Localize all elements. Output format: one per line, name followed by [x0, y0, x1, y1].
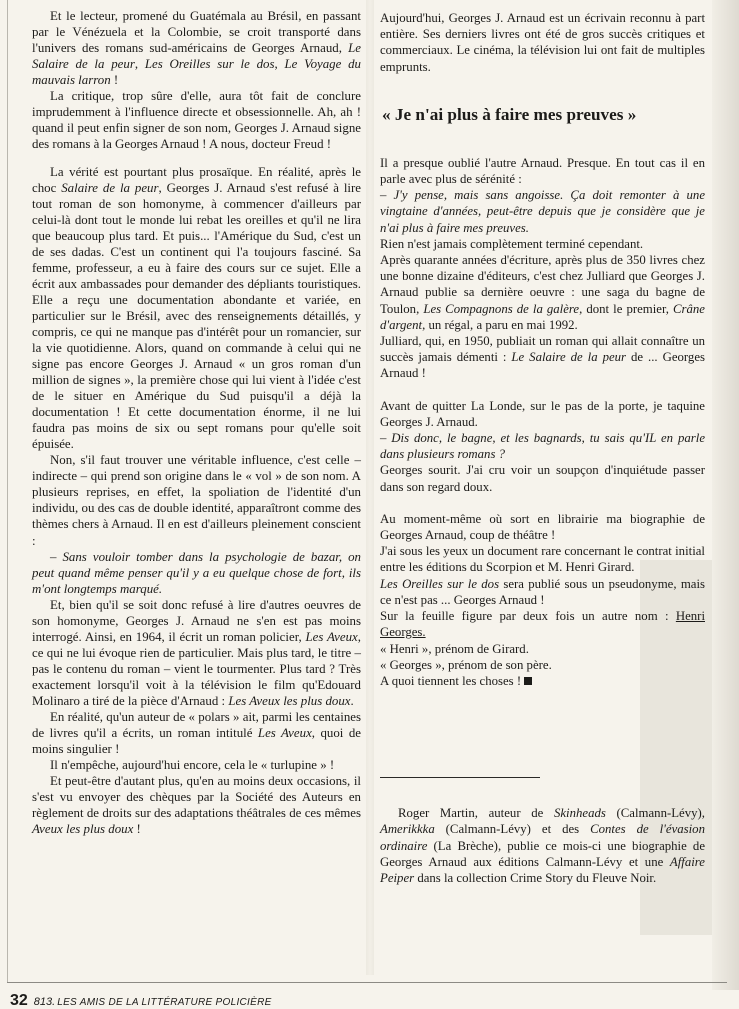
paragraph	[380, 673, 705, 689]
book-title: Les Oreilles sur le dos	[380, 576, 500, 591]
paragraph: J'ai sous les yeux un document rare concernant le contrat initial entre les éditions du Scorpion et M. Henri Girard.	[380, 544, 705, 575]
paragraph: Aujourd'hui, Georges J. Arnaud est un écrivain reconnu à part entière. Ses derniers livres ont été de gros succès critiques et commerciaux. Le cinéma, la télévision lui ont fait de multiples emprunts.	[380, 11, 705, 74]
paragraph: « Henri », prénom de Girard.	[380, 641, 529, 656]
paragraph	[32, 8, 361, 88]
text: Et peut-être d'autant plus, qu'en au moins deux occasions, il s'est vu envoyer des chèques par la Société des Auteurs en règlement de droits sur des adaptations théâtrales de ces mêmes	[32, 773, 361, 820]
quote-text: – Dis donc, le bagne, et les bagnards, tu sais qu'IL en parle dans plusieurs romans ?	[380, 431, 705, 462]
quote	[380, 430, 705, 462]
book-title: Le Voyage du mauvais larron	[32, 57, 361, 88]
quote	[32, 549, 361, 597]
journal-name: LES AMIS DE LA LITTÉRATURE POLICIÈRE	[57, 997, 272, 1008]
text: Et, bien qu'il se soit donc refusé à lire d'autres oeuvres de son homonyme, Georges J. Arnaud ne s'en est pas moins interrogé. Ainsi, en 1964, il écrit un roman policier,	[32, 597, 361, 644]
left-column	[32, 8, 361, 837]
paragraph	[32, 773, 361, 837]
page-number: 32	[10, 992, 28, 1009]
text: Après quarante années d'écriture, après plus de 350 livres chez une bonne dizaine d'éditeurs, c'est chez Julliard que Georges J. Arnaud publie sa dernière oeuvre : une saga du bagne de Toulon,	[380, 253, 705, 316]
separator-rule	[380, 777, 540, 778]
page-edge	[712, 0, 739, 990]
paragraph	[32, 597, 361, 709]
paragraph: Rien n'est jamais complètement terminé cependant.	[380, 236, 644, 251]
end-of-article-icon	[524, 677, 532, 685]
paragraph: Il a presque oublié l'autre Arnaud. Presque. En tout cas il en parle avec plus de sérénité :	[380, 155, 705, 187]
paragraph	[380, 252, 705, 333]
book-title: Crâne d'argent	[380, 301, 705, 332]
text: , Georges J. Arnaud s'est refusé à lire tout roman de son homonyme, à commencer d'ailleurs par celui-là dont tout le monde lui rebat les oreilles et qu'il ne lira que beaucoup plus tard. Et puis... l'Amérique du Sud, c'est un de ses dadas. C'est un continent qui l'a toujours fasciné. Sa femme, professeur, a eu à faire des cours sur ce sujet. Elle a écrit aux ambassades pour demander des dépliants touristiques. Elle a reçu une documentation abondante et variée, en particulier sur le Brésil, avec des renseignements détaillés, y compris, ce qui ne manque pas d'intérêt pour un romancier, sur la vie quotidienne. Alors, quand on commande à celui qui ne signe pas encore Georges J. Arnaud « un gros roman d'un million de signes », la première chose qui lui vient à l'idée c'est de le situer en Amérique du Sud puisqu'il a déjà la documentation ! Et cette documentation énorme, il ne lui faudra pas moins de six ou sept romans pour qu'elle soit épuisée.	[32, 181, 361, 452]
author-bio	[380, 805, 705, 886]
text: , dont le premier,	[579, 301, 673, 316]
text: Julliard, qui, en 1950, publiait un roman qui allait connaître un succès jamais démenti :	[380, 334, 705, 365]
paragraph: Avant de quitter La Londe, sur le pas de la porte, je taquine Georges J. Arnaud.	[380, 398, 705, 429]
book-title: Affaire Peiper	[380, 854, 705, 885]
text: (La Brèche), publie ce mois-ci une biographie de Georges Arnaud aux éditions Calmann-Lévy et une	[380, 838, 705, 869]
page-frame-bottom	[7, 982, 727, 983]
section-heading: « Je n'ai plus à faire mes preuves »	[382, 104, 637, 124]
paragraph	[380, 333, 705, 382]
underlined-name: Henri Georges.	[380, 609, 705, 640]
book-title: Le Salaire de la peur	[32, 41, 361, 72]
text: , un régal, a paru en mai 1992.	[422, 317, 578, 332]
book-title: Les Oreilles sur le dos	[144, 57, 275, 72]
book-title: Les Aveux les plus doux	[228, 693, 351, 708]
text: ,	[274, 57, 285, 72]
text: !	[133, 821, 141, 836]
text: En réalité, qu'un auteur de « polars » ait, parmi les centaines de livres qu'il a écrits, un roman intitulé	[32, 709, 361, 740]
text: sera publié sous un pseudonyme, mais ce n'est pas ... Georges Arnaud !	[380, 576, 705, 607]
page-frame-left	[7, 0, 8, 983]
text: ,	[134, 57, 145, 72]
text: .	[350, 693, 354, 708]
text: , quoi de moins singulier !	[32, 725, 361, 756]
text: (Calmann-Lévy) et des	[434, 822, 591, 837]
paragraph: Georges sourit. J'ai cru voir un soupçon d'inquiétude passer dans son regard doux.	[380, 463, 705, 494]
paragraph: La critique, trop sûre d'elle, aura tôt fait de conclure imprudemment à l'influence directe et obsessionnelle. Ah, ah ! quand il peut enfin signer de son nom, Georges J. Arnaud signe des romans à la Georges Arnaud ! A nous, docteur Freud !	[32, 89, 361, 152]
issue-number: 813.	[33, 996, 56, 1008]
text: dans la collection Crime Story du Fleuve Noir.	[414, 870, 657, 885]
text: A quoi tiennent les choses !	[380, 673, 522, 688]
book-title: Aveux les plus doux	[32, 821, 134, 836]
paragraph: « Georges », prénom de son père.	[380, 657, 552, 672]
page-footer	[10, 992, 272, 1009]
quote	[380, 187, 705, 236]
book-title: Les Aveux	[305, 629, 358, 644]
right-column	[380, 10, 705, 886]
text: de ... Georges Arnaud !	[380, 350, 705, 381]
text: Et le lecteur, promené du Guatémala au Brésil, en passant par le Vénézuela et la Colombie, se croit transporté dans l'univers des romans sud-américains de Georges Arnaud,	[32, 9, 361, 56]
paragraph: Il n'empêche, aujourd'hui encore, cela le « turlupine » !	[50, 757, 335, 772]
paragraph	[380, 608, 705, 640]
book-title: Amerikkka	[380, 822, 435, 837]
book-title: Contes de l'évasion ordinaire	[380, 822, 705, 853]
book-title: Les Compagnons de la galère	[423, 301, 580, 316]
text: Roger Martin, auteur de	[398, 806, 554, 821]
paragraph: Au moment-même où sort en librairie ma biographie de Georges Arnaud, coup de théâtre !	[380, 511, 705, 543]
paragraph: Non, s'il faut trouver une véritable influence, c'est celle – indirecte – qui prend son origine dans le « vol » de son nom. A plusieurs reprises, en effet, la spoliation de l'identité d'un individu, ou des cas de double identité, apparaîtront comme des thèmes chers à Arnaud. Il en est d'ailleurs pleinement conscient :	[32, 453, 361, 548]
text: Sur la feuille figure par deux fois un autre nom :	[380, 609, 676, 624]
paragraph	[32, 709, 361, 757]
quote-text: – J'y pense, mais sans angoisse. Ça doit remonter à une vingtaine d'années, peut-être depuis que je considère que je n'ai plus à faire mes preuves.	[380, 188, 705, 235]
paragraph	[32, 164, 361, 452]
column-gutter	[366, 0, 374, 975]
book-title: Skinheads	[553, 806, 606, 821]
text: La vérité est pourtant plus prosaïque. En réalité, après le choc	[32, 165, 361, 196]
text: !	[110, 73, 119, 88]
text: , ce qui ne lui évoque rien de particulier. Mais plus tard, le titre – pas le contenu du roman – vient le tourmenter. Plus tard ? Très exactement lorsqu'il voit à la télévision le film qu'Edouard Molinaro a tiré de la pièce d'Arnaud :	[32, 629, 361, 708]
paragraph	[380, 576, 705, 608]
book-title: Le Salaire de la peur	[511, 350, 627, 365]
book-title: Les Aveux	[257, 725, 312, 740]
book-title: Salaire de la peur	[61, 181, 159, 196]
quote-text: – Sans vouloir tomber dans la psychologie de bazar, on peut quand même penser qu'il y a eu quelque chose de fort, ils m'ont longtemps marqué.	[32, 549, 361, 596]
text: (Calmann-Lévy),	[605, 806, 705, 821]
